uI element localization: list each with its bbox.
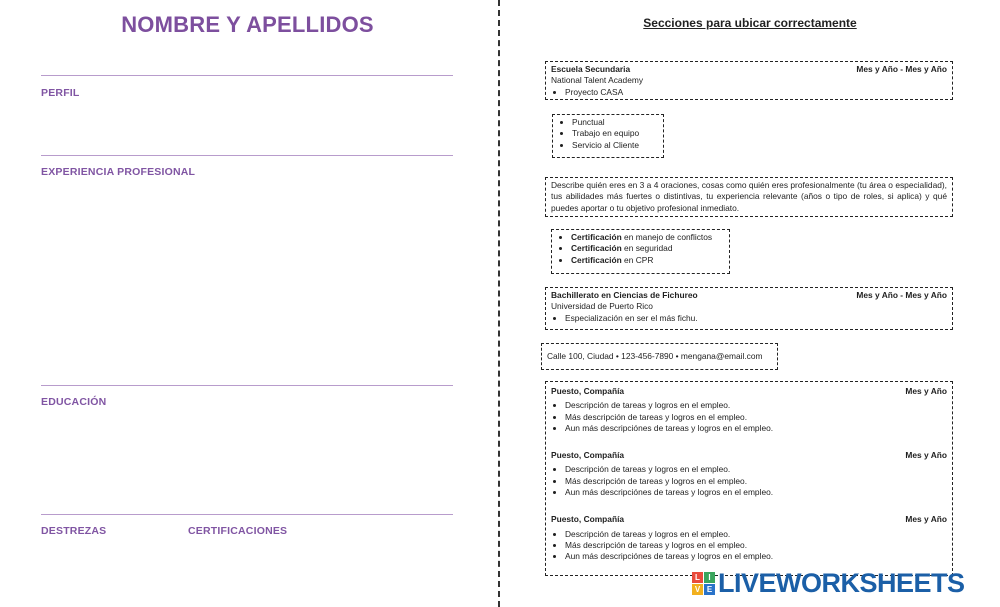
degree-bullets: [551, 313, 947, 324]
sections-title: Secciones para ubicar correctamente: [643, 16, 857, 30]
profile-text: Describe quién eres en 3 a 4 oraciones, cosas como quién eres profesionalmente (tu área o especialidad), tus abilidades más fuertes o distintivas, tu experiencia relevante (años o tipo de roles, si aplica) y qué puedes aportar o tu objetivo profesional inmediato.: [551, 180, 947, 213]
section-destrezas-label: DESTREZAS: [41, 525, 107, 537]
list-item: • Más descripción de tareas y logros en el empleo.: [565, 540, 947, 551]
school-bullets: [551, 87, 947, 98]
page-divider: [498, 0, 500, 607]
list-item: • Más descripción de tareas y logros en el empleo.: [565, 476, 947, 487]
list-item: • Más descripción de tareas y logros en el empleo.: [565, 412, 947, 423]
section-educacion-label: EDUCACIÓN: [41, 396, 107, 408]
list-item: • Punctual: [572, 117, 658, 128]
job-entry: [551, 514, 947, 562]
list-item: • Especialización en ser el más fichu.: [565, 313, 947, 324]
certifications-list: [557, 232, 724, 266]
job-date: Mes y Año: [905, 514, 947, 525]
contact-text: Calle 100, Ciudad • 123-456-7890 • mengana@email.com: [547, 350, 763, 361]
divider-rule: [41, 385, 453, 386]
list-item: • Trabajo en equipo: [572, 128, 658, 139]
list-item: • Proyecto CASA: [565, 87, 947, 98]
degree-dates: Mes y Año - Mes y Año: [856, 290, 947, 300]
school-name: Escuela Secundaria: [551, 64, 631, 74]
list-item: • Descripción de tareas y logros en el empleo.: [565, 400, 947, 411]
degree-institution: Universidad de Puerto Rico: [551, 301, 653, 312]
drag-box-experience[interactable]: [545, 381, 953, 576]
logo-text: LIVEWORKSHEETS: [718, 567, 965, 598]
drag-box-profile[interactable]: [545, 177, 953, 217]
school-institution: National Talent Academy: [551, 75, 644, 86]
job-bullets: [551, 529, 947, 563]
job-date: Mes y Año: [905, 386, 947, 396]
drag-box-certifications[interactable]: [551, 229, 730, 274]
drag-box-skills[interactable]: [552, 114, 664, 158]
liveworksheets-logo: [692, 568, 965, 598]
list-item: • Certificación en seguridad: [571, 243, 724, 254]
drag-box-secundaria[interactable]: [545, 61, 953, 100]
drag-box-bachillerato[interactable]: [545, 287, 953, 330]
section-perfil-label: PERFIL: [41, 87, 80, 99]
section-experiencia-label: EXPERIENCIA PROFESIONAL: [41, 166, 196, 178]
job-title: Puesto, Compañía: [551, 450, 625, 461]
list-item: • Aun más descripciónes de tareas y logros en el empleo.: [565, 423, 947, 434]
name-title: NOMBRE Y APELLIDOS: [121, 12, 374, 37]
job-bullets: [551, 400, 947, 434]
list-item: • Descripción de tareas y logros en el empleo.: [565, 529, 947, 540]
divider-rule: [41, 75, 453, 76]
list-item: • Servicio al Cliente: [572, 140, 658, 151]
divider-rule: [41, 514, 453, 515]
job-entry: [551, 450, 947, 498]
list-item: • Certificación en CPR: [571, 255, 724, 266]
divider-rule: [41, 155, 453, 156]
job-date: Mes y Año: [905, 450, 947, 461]
job-title: Puesto, Compañía: [551, 386, 625, 396]
skills-list: [558, 117, 658, 151]
section-certificaciones-label: CERTIFICACIONES: [188, 525, 288, 537]
list-item: • Certificación en manejo de conflictos: [571, 232, 724, 243]
list-item: • Aun más descripciónes de tareas y logros en el empleo.: [565, 551, 947, 562]
list-item: • Descripción de tareas y logros en el empleo.: [565, 464, 947, 475]
logo-blocks-icon: L I V E: [692, 572, 715, 595]
school-dates: Mes y Año - Mes y Año: [856, 64, 947, 74]
degree-name: Bachillerato en Ciencias de Fichureo: [551, 290, 698, 300]
drag-box-contact[interactable]: [541, 343, 778, 370]
job-bullets: [551, 464, 947, 498]
list-item: • Aun más descripciónes de tareas y logros en el empleo.: [565, 487, 947, 498]
job-title: Puesto, Compañía: [551, 514, 625, 525]
job-entry: [551, 386, 947, 434]
